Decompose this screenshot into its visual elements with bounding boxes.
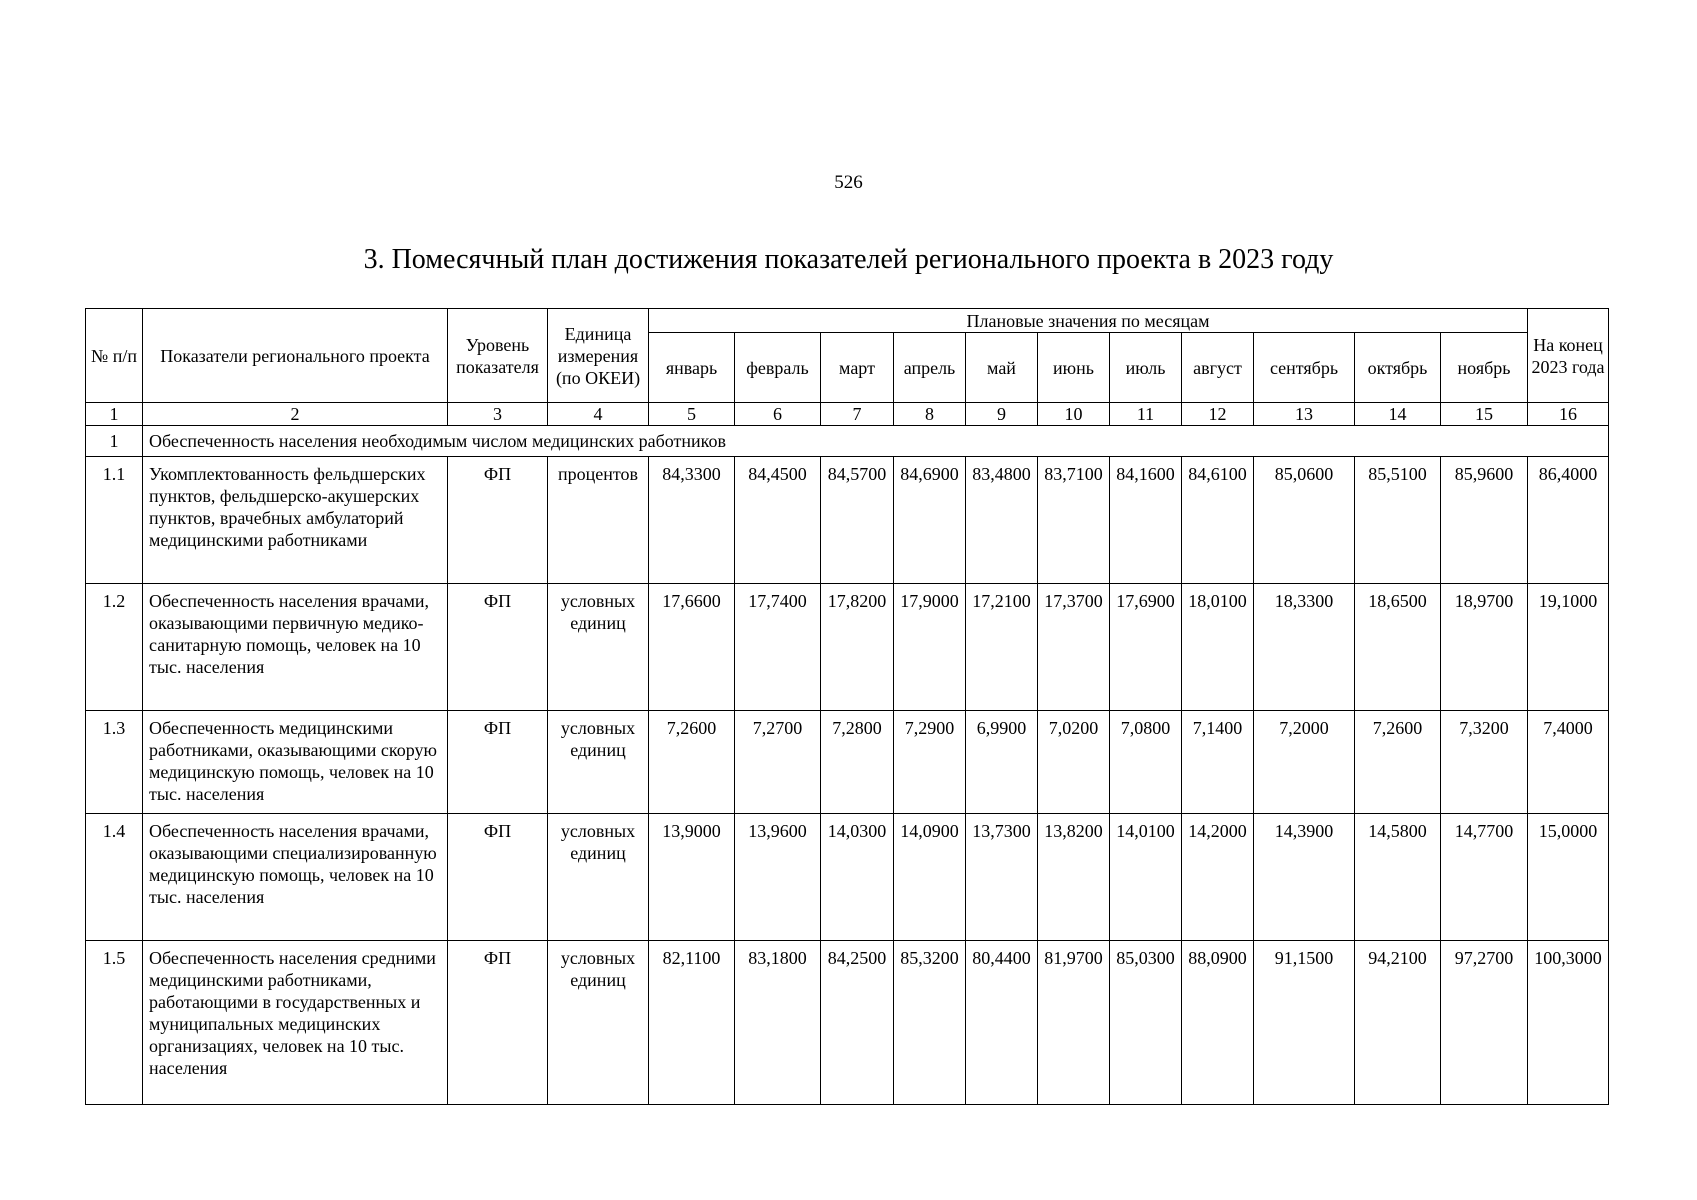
column-number: 5 xyxy=(649,403,735,426)
column-number: 3 xyxy=(448,403,548,426)
row-year-end-value: 7,4000 xyxy=(1528,711,1609,814)
row-level: ФП xyxy=(448,941,548,1105)
row-value: 83,4800 xyxy=(966,457,1038,584)
row-unit: условных единиц xyxy=(548,711,649,814)
row-value: 14,5800 xyxy=(1355,814,1441,941)
row-year-end-value: 15,0000 xyxy=(1528,814,1609,941)
row-num: 1.4 xyxy=(86,814,143,941)
row-level: ФП xyxy=(448,457,548,584)
header-month: июнь xyxy=(1038,333,1110,403)
column-number: 6 xyxy=(735,403,821,426)
row-year-end-value: 100,3000 xyxy=(1528,941,1609,1105)
row-value: 7,0200 xyxy=(1038,711,1110,814)
row-value: 7,2600 xyxy=(649,711,735,814)
document-title: 3. Помесячный план достижения показателей регионального проекта в 2023 году xyxy=(363,244,1334,275)
row-unit: условных единиц xyxy=(548,584,649,711)
row-value: 84,2500 xyxy=(821,941,894,1105)
row-value: 7,2700 xyxy=(735,711,821,814)
row-value: 17,9000 xyxy=(894,584,966,711)
header-month: март xyxy=(821,333,894,403)
row-value: 94,2100 xyxy=(1355,941,1441,1105)
table-row xyxy=(86,941,1609,1105)
row-value: 14,0300 xyxy=(821,814,894,941)
header-month: апрель xyxy=(894,333,966,403)
column-number: 15 xyxy=(1441,403,1528,426)
header-month: февраль xyxy=(735,333,821,403)
row-value: 84,6100 xyxy=(1182,457,1254,584)
column-number: 12 xyxy=(1182,403,1254,426)
header-year-end: На конец 2023 года xyxy=(1528,309,1609,403)
header-unit: Единица измерения (по ОКЕИ) xyxy=(548,309,649,403)
column-number: 10 xyxy=(1038,403,1110,426)
table-row xyxy=(86,584,1609,711)
row-value: 18,9700 xyxy=(1441,584,1528,711)
column-number: 8 xyxy=(894,403,966,426)
column-number: 13 xyxy=(1254,403,1355,426)
row-value: 7,2800 xyxy=(821,711,894,814)
section-num: 1 xyxy=(86,426,143,457)
row-value: 17,3700 xyxy=(1038,584,1110,711)
column-number: 2 xyxy=(143,403,448,426)
row-value: 80,4400 xyxy=(966,941,1038,1105)
row-value: 17,6900 xyxy=(1110,584,1182,711)
row-value: 7,2900 xyxy=(894,711,966,814)
row-value: 14,2000 xyxy=(1182,814,1254,941)
row-value: 13,9000 xyxy=(649,814,735,941)
row-level: ФП xyxy=(448,711,548,814)
row-value: 7,2600 xyxy=(1355,711,1441,814)
header-month: май xyxy=(966,333,1038,403)
row-value: 85,9600 xyxy=(1441,457,1528,584)
row-unit: условных единиц xyxy=(548,941,649,1105)
row-value: 85,0300 xyxy=(1110,941,1182,1105)
header-month: октябрь xyxy=(1355,333,1441,403)
row-value: 13,8200 xyxy=(1038,814,1110,941)
page-number: 526 xyxy=(834,172,863,193)
header-month: ноябрь xyxy=(1441,333,1528,403)
row-value: 13,7300 xyxy=(966,814,1038,941)
header-num: № п/п xyxy=(86,309,143,403)
row-value: 6,9900 xyxy=(966,711,1038,814)
row-indicator-name: Обеспеченность медицинскими работниками, оказывающими скорую медицинскую помощь, человек на 10 тыс. населения xyxy=(143,711,448,814)
header-month: август xyxy=(1182,333,1254,403)
row-value: 84,6900 xyxy=(894,457,966,584)
row-value: 18,6500 xyxy=(1355,584,1441,711)
row-num: 1.3 xyxy=(86,711,143,814)
table-row xyxy=(86,711,1609,814)
column-number: 14 xyxy=(1355,403,1441,426)
row-num: 1.1 xyxy=(86,457,143,584)
row-value: 17,7400 xyxy=(735,584,821,711)
section-title: Обеспеченность населения необходимым числом медицинских работников xyxy=(143,426,1609,457)
column-number: 7 xyxy=(821,403,894,426)
row-value: 82,1100 xyxy=(649,941,735,1105)
row-unit: процентов xyxy=(548,457,649,584)
header-month: январь xyxy=(649,333,735,403)
row-value: 17,2100 xyxy=(966,584,1038,711)
row-value: 18,3300 xyxy=(1254,584,1355,711)
row-value: 7,3200 xyxy=(1441,711,1528,814)
row-year-end-value: 19,1000 xyxy=(1528,584,1609,711)
row-indicator-name: Обеспеченность населения врачами, оказывающими первичную медико-санитарную помощь, человек на 10 тыс. населения xyxy=(143,584,448,711)
row-value: 7,1400 xyxy=(1182,711,1254,814)
column-number: 11 xyxy=(1110,403,1182,426)
row-value: 14,7700 xyxy=(1441,814,1528,941)
row-value: 83,1800 xyxy=(735,941,821,1105)
row-value: 17,8200 xyxy=(821,584,894,711)
row-value: 7,2000 xyxy=(1254,711,1355,814)
monthly-plan-table xyxy=(85,308,1609,1105)
row-value: 84,3300 xyxy=(649,457,735,584)
header-planned-values: Плановые значения по месяцам xyxy=(649,309,1528,333)
row-value: 84,4500 xyxy=(735,457,821,584)
column-number: 9 xyxy=(966,403,1038,426)
row-year-end-value: 86,4000 xyxy=(1528,457,1609,584)
row-value: 85,0600 xyxy=(1254,457,1355,584)
row-value: 14,0100 xyxy=(1110,814,1182,941)
row-value: 18,0100 xyxy=(1182,584,1254,711)
section-row xyxy=(86,426,1609,457)
row-value: 91,1500 xyxy=(1254,941,1355,1105)
row-num: 1.5 xyxy=(86,941,143,1105)
row-value: 84,1600 xyxy=(1110,457,1182,584)
header-indicator: Показатели регионального проекта xyxy=(143,309,448,403)
row-indicator-name: Обеспеченность населения средними медицинскими работниками, работающими в государственных и муниципальных медицинских организациях, человек на 10 тыс. населения xyxy=(143,941,448,1105)
table-row xyxy=(86,457,1609,584)
column-number-row xyxy=(86,403,1609,426)
row-indicator-name: Обеспеченность населения врачами, оказывающими специализированную медицинскую помощь, человек на 10 тыс. населения xyxy=(143,814,448,941)
row-value: 7,0800 xyxy=(1110,711,1182,814)
row-level: ФП xyxy=(448,814,548,941)
column-number: 1 xyxy=(86,403,143,426)
column-number: 16 xyxy=(1528,403,1609,426)
row-value: 84,5700 xyxy=(821,457,894,584)
row-value: 85,5100 xyxy=(1355,457,1441,584)
row-value: 14,0900 xyxy=(894,814,966,941)
row-value: 85,3200 xyxy=(894,941,966,1105)
row-indicator-name: Укомплектованность фельдшерских пунктов, фельдшерско-акушерских пунктов, врачебных амбулаторий медицинскими работниками xyxy=(143,457,448,584)
row-value: 17,6600 xyxy=(649,584,735,711)
row-value: 13,9600 xyxy=(735,814,821,941)
row-value: 97,2700 xyxy=(1441,941,1528,1105)
header-month: июль xyxy=(1110,333,1182,403)
column-number: 4 xyxy=(548,403,649,426)
row-value: 83,7100 xyxy=(1038,457,1110,584)
table-row xyxy=(86,814,1609,941)
header-level: Уровень показателя xyxy=(448,309,548,403)
header-month: сентябрь xyxy=(1254,333,1355,403)
row-level: ФП xyxy=(448,584,548,711)
row-num: 1.2 xyxy=(86,584,143,711)
row-value: 88,0900 xyxy=(1182,941,1254,1105)
row-value: 81,9700 xyxy=(1038,941,1110,1105)
row-value: 14,3900 xyxy=(1254,814,1355,941)
row-unit: условных единиц xyxy=(548,814,649,941)
